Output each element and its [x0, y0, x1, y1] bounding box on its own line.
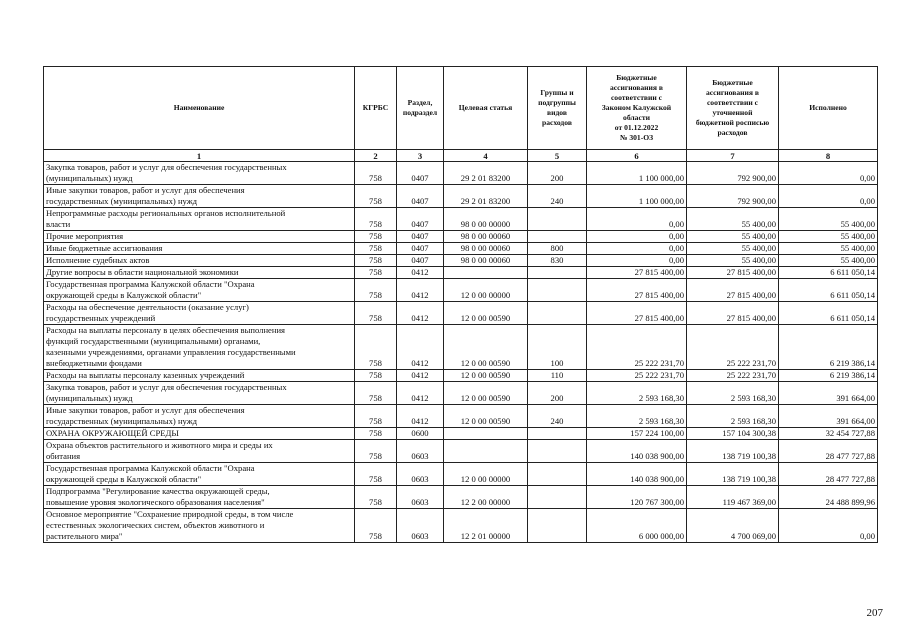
row-kgrbs-cell: 758	[355, 185, 397, 208]
row-refined-amount-cell: 119 467 369,00	[687, 486, 779, 509]
table-row	[44, 428, 878, 440]
row-refined-amount-cell: 138 719 100,38	[687, 463, 779, 486]
row-target-cell: 98 0 00 00000	[444, 208, 528, 231]
header-refined: Бюджетные ассигнования в соответствии с уточненной бюджетной росписью расходов	[687, 67, 779, 150]
row-executed-amount-cell: 0,00	[779, 185, 878, 208]
row-target-cell: 12 0 00 00590	[444, 382, 528, 405]
row-target-cell: 12 0 00 00590	[444, 405, 528, 428]
row-group-cell: 100	[528, 325, 587, 370]
row-name-cell: Непрограммные расходы региональных органов исполнительной власти	[44, 208, 355, 231]
column-number-row	[44, 150, 878, 162]
row-refined-amount-cell: 55 400,00	[687, 243, 779, 255]
row-kgrbs-cell: 758	[355, 231, 397, 243]
page-number: 207	[866, 607, 883, 619]
row-group-cell	[528, 279, 587, 302]
row-kgrbs-cell: 758	[355, 486, 397, 509]
row-law-amount-cell: 1 100 000,00	[587, 185, 687, 208]
row-section-cell: 0603	[397, 509, 444, 543]
column-number: 3	[397, 150, 444, 162]
row-target-cell	[444, 267, 528, 279]
row-law-amount-cell: 27 815 400,00	[587, 279, 687, 302]
row-name-cell: Расходы на выплаты персоналу казенных учреждений	[44, 370, 355, 382]
row-target-cell	[444, 440, 528, 463]
table-row	[44, 243, 878, 255]
header-executed: Исполнено	[779, 67, 878, 150]
row-group-cell	[528, 231, 587, 243]
row-executed-amount-cell: 391 664,00	[779, 405, 878, 428]
row-group-cell: 200	[528, 162, 587, 185]
row-section-cell: 0407	[397, 185, 444, 208]
row-refined-amount-cell: 2 593 168,30	[687, 405, 779, 428]
row-name-cell: Другие вопросы в области национальной экономики	[44, 267, 355, 279]
row-group-cell	[528, 440, 587, 463]
row-executed-amount-cell: 6 219 386,14	[779, 325, 878, 370]
row-section-cell: 0412	[397, 405, 444, 428]
row-group-cell: 200	[528, 382, 587, 405]
row-section-cell: 0407	[397, 243, 444, 255]
row-kgrbs-cell: 758	[355, 279, 397, 302]
header-section: Раздел, подраздел	[397, 67, 444, 150]
column-number: 1	[44, 150, 355, 162]
row-law-amount-cell: 25 222 231,70	[587, 325, 687, 370]
table-row	[44, 370, 878, 382]
row-section-cell: 0412	[397, 370, 444, 382]
row-name-cell: Государственная программа Калужской области "Охрана окружающей среды в Калужской области"	[44, 463, 355, 486]
row-kgrbs-cell: 758	[355, 382, 397, 405]
row-target-cell: 12 2 01 00000	[444, 509, 528, 543]
row-name-cell: Исполнение судебных актов	[44, 255, 355, 267]
budget-table	[43, 66, 878, 543]
table-row	[44, 440, 878, 463]
header-name: Наименование	[44, 67, 355, 150]
table-header-row	[44, 67, 878, 150]
row-kgrbs-cell: 758	[355, 405, 397, 428]
table-row	[44, 325, 878, 370]
row-law-amount-cell: 120 767 300,00	[587, 486, 687, 509]
row-name-cell: Расходы на обеспечение деятельности (оказание услуг) государственных учреждений	[44, 302, 355, 325]
row-section-cell: 0407	[397, 231, 444, 243]
row-target-cell: 29 2 01 83200	[444, 162, 528, 185]
header-law: Бюджетные ассигнования в соответствии с Законом Калужской области от 01.12.2022 № 301-ОЗ	[587, 67, 687, 150]
row-kgrbs-cell: 758	[355, 428, 397, 440]
row-name-cell: Иные закупки товаров, работ и услуг для обеспечения государственных (муниципальных) нужд	[44, 405, 355, 428]
header-target: Целевая статья	[444, 67, 528, 150]
row-name-cell: Закупка товаров, работ и услуг для обеспечения государственных (муниципальных) нужд	[44, 162, 355, 185]
row-section-cell: 0603	[397, 486, 444, 509]
row-law-amount-cell: 2 593 168,30	[587, 382, 687, 405]
row-executed-amount-cell: 0,00	[779, 509, 878, 543]
row-kgrbs-cell: 758	[355, 267, 397, 279]
row-law-amount-cell: 25 222 231,70	[587, 370, 687, 382]
column-number: 2	[355, 150, 397, 162]
row-refined-amount-cell: 55 400,00	[687, 231, 779, 243]
row-refined-amount-cell: 25 222 231,70	[687, 325, 779, 370]
row-kgrbs-cell: 758	[355, 463, 397, 486]
row-group-cell: 240	[528, 405, 587, 428]
row-law-amount-cell: 0,00	[587, 208, 687, 231]
row-section-cell: 0407	[397, 208, 444, 231]
table-row	[44, 255, 878, 267]
row-kgrbs-cell: 758	[355, 325, 397, 370]
row-executed-amount-cell: 0,00	[779, 162, 878, 185]
row-group-cell	[528, 302, 587, 325]
row-name-cell: Охрана объектов растительного и животного мира и среды их обитания	[44, 440, 355, 463]
row-refined-amount-cell: 27 815 400,00	[687, 267, 779, 279]
row-executed-amount-cell: 6 611 050,14	[779, 267, 878, 279]
row-law-amount-cell: 0,00	[587, 231, 687, 243]
table-row	[44, 509, 878, 543]
row-law-amount-cell: 27 815 400,00	[587, 267, 687, 279]
column-number: 5	[528, 150, 587, 162]
row-law-amount-cell: 27 815 400,00	[587, 302, 687, 325]
row-executed-amount-cell: 6 219 386,14	[779, 370, 878, 382]
row-section-cell: 0412	[397, 325, 444, 370]
row-name-cell: Государственная программа Калужской области "Охрана окружающей среды в Калужской области"	[44, 279, 355, 302]
column-number: 4	[444, 150, 528, 162]
table-row	[44, 279, 878, 302]
row-kgrbs-cell: 758	[355, 302, 397, 325]
table-row	[44, 162, 878, 185]
row-target-cell: 12 2 00 00000	[444, 486, 528, 509]
column-number: 8	[779, 150, 878, 162]
table-row	[44, 405, 878, 428]
row-group-cell	[528, 428, 587, 440]
row-refined-amount-cell: 138 719 100,38	[687, 440, 779, 463]
row-section-cell: 0407	[397, 162, 444, 185]
row-name-cell: Расходы на выплаты персоналу в целях обеспечения выполнения функций государственными (муниципальными) органами, казенными учреждениями, органами управления государственными внебюджетными фондами	[44, 325, 355, 370]
row-refined-amount-cell: 4 700 069,00	[687, 509, 779, 543]
row-kgrbs-cell: 758	[355, 509, 397, 543]
row-executed-amount-cell: 32 454 727,88	[779, 428, 878, 440]
table-row	[44, 231, 878, 243]
row-group-cell: 110	[528, 370, 587, 382]
row-executed-amount-cell: 28 477 727,88	[779, 440, 878, 463]
row-kgrbs-cell: 758	[355, 255, 397, 267]
row-executed-amount-cell: 55 400,00	[779, 231, 878, 243]
row-section-cell: 0407	[397, 255, 444, 267]
row-kgrbs-cell: 758	[355, 370, 397, 382]
row-refined-amount-cell: 25 222 231,70	[687, 370, 779, 382]
row-group-cell	[528, 509, 587, 543]
row-kgrbs-cell: 758	[355, 208, 397, 231]
row-group-cell	[528, 267, 587, 279]
row-executed-amount-cell: 55 400,00	[779, 255, 878, 267]
row-law-amount-cell: 1 100 000,00	[587, 162, 687, 185]
row-kgrbs-cell: 758	[355, 243, 397, 255]
row-executed-amount-cell: 55 400,00	[779, 243, 878, 255]
row-name-cell: Иные закупки товаров, работ и услуг для обеспечения государственных (муниципальных) нужд	[44, 185, 355, 208]
row-name-cell: Иные бюджетные ассигнования	[44, 243, 355, 255]
row-refined-amount-cell: 792 900,00	[687, 162, 779, 185]
row-target-cell: 29 2 01 83200	[444, 185, 528, 208]
column-number: 7	[687, 150, 779, 162]
table-row	[44, 208, 878, 231]
row-refined-amount-cell: 27 815 400,00	[687, 279, 779, 302]
row-target-cell: 12 0 00 00000	[444, 279, 528, 302]
column-number: 6	[587, 150, 687, 162]
row-target-cell: 12 0 00 00590	[444, 325, 528, 370]
table-row	[44, 185, 878, 208]
row-group-cell: 800	[528, 243, 587, 255]
row-section-cell: 0600	[397, 428, 444, 440]
row-executed-amount-cell: 6 611 050,14	[779, 279, 878, 302]
row-name-cell: Закупка товаров, работ и услуг для обеспечения государственных (муниципальных) нужд	[44, 382, 355, 405]
row-kgrbs-cell: 758	[355, 162, 397, 185]
row-target-cell: 12 0 00 00000	[444, 463, 528, 486]
row-executed-amount-cell: 28 477 727,88	[779, 463, 878, 486]
row-refined-amount-cell: 2 593 168,30	[687, 382, 779, 405]
table-row	[44, 382, 878, 405]
row-section-cell: 0412	[397, 302, 444, 325]
row-group-cell: 830	[528, 255, 587, 267]
row-refined-amount-cell: 27 815 400,00	[687, 302, 779, 325]
row-law-amount-cell: 0,00	[587, 243, 687, 255]
row-target-cell: 98 0 00 00060	[444, 243, 528, 255]
row-refined-amount-cell: 792 900,00	[687, 185, 779, 208]
row-section-cell: 0412	[397, 267, 444, 279]
row-law-amount-cell: 140 038 900,00	[587, 440, 687, 463]
table-row	[44, 463, 878, 486]
row-executed-amount-cell: 24 488 899,96	[779, 486, 878, 509]
row-executed-amount-cell: 6 611 050,14	[779, 302, 878, 325]
header-group: Группы и подгруппы видов расходов	[528, 67, 587, 150]
row-executed-amount-cell: 55 400,00	[779, 208, 878, 231]
row-law-amount-cell: 157 224 100,00	[587, 428, 687, 440]
row-target-cell: 12 0 00 00590	[444, 302, 528, 325]
row-law-amount-cell: 140 038 900,00	[587, 463, 687, 486]
row-target-cell: 98 0 00 00060	[444, 255, 528, 267]
row-group-cell	[528, 463, 587, 486]
table-row	[44, 302, 878, 325]
row-law-amount-cell: 2 593 168,30	[587, 405, 687, 428]
row-name-cell: Подпрограмма "Регулирование качества окружающей среды, повышение уровня экологического образования населения"	[44, 486, 355, 509]
row-target-cell	[444, 428, 528, 440]
row-target-cell: 98 0 00 00060	[444, 231, 528, 243]
table-row	[44, 486, 878, 509]
header-kgrbs: КГРБС	[355, 67, 397, 150]
row-name-cell: Прочие мероприятия	[44, 231, 355, 243]
table-body	[44, 162, 878, 543]
row-section-cell: 0603	[397, 440, 444, 463]
row-name-cell: ОХРАНА ОКРУЖАЮЩЕЙ СРЕДЫ	[44, 428, 355, 440]
row-section-cell: 0412	[397, 279, 444, 302]
table-row	[44, 267, 878, 279]
row-section-cell: 0603	[397, 463, 444, 486]
row-name-cell: Основное мероприятие "Сохранение природной среды, в том числе естественных экологических систем, объектов животного и растительного мира"	[44, 509, 355, 543]
row-refined-amount-cell: 55 400,00	[687, 208, 779, 231]
row-group-cell	[528, 208, 587, 231]
row-law-amount-cell: 0,00	[587, 255, 687, 267]
row-group-cell	[528, 486, 587, 509]
row-refined-amount-cell: 157 104 300,38	[687, 428, 779, 440]
row-target-cell: 12 0 00 00590	[444, 370, 528, 382]
row-group-cell: 240	[528, 185, 587, 208]
row-kgrbs-cell: 758	[355, 440, 397, 463]
row-refined-amount-cell: 55 400,00	[687, 255, 779, 267]
row-executed-amount-cell: 391 664,00	[779, 382, 878, 405]
row-law-amount-cell: 6 000 000,00	[587, 509, 687, 543]
row-section-cell: 0412	[397, 382, 444, 405]
